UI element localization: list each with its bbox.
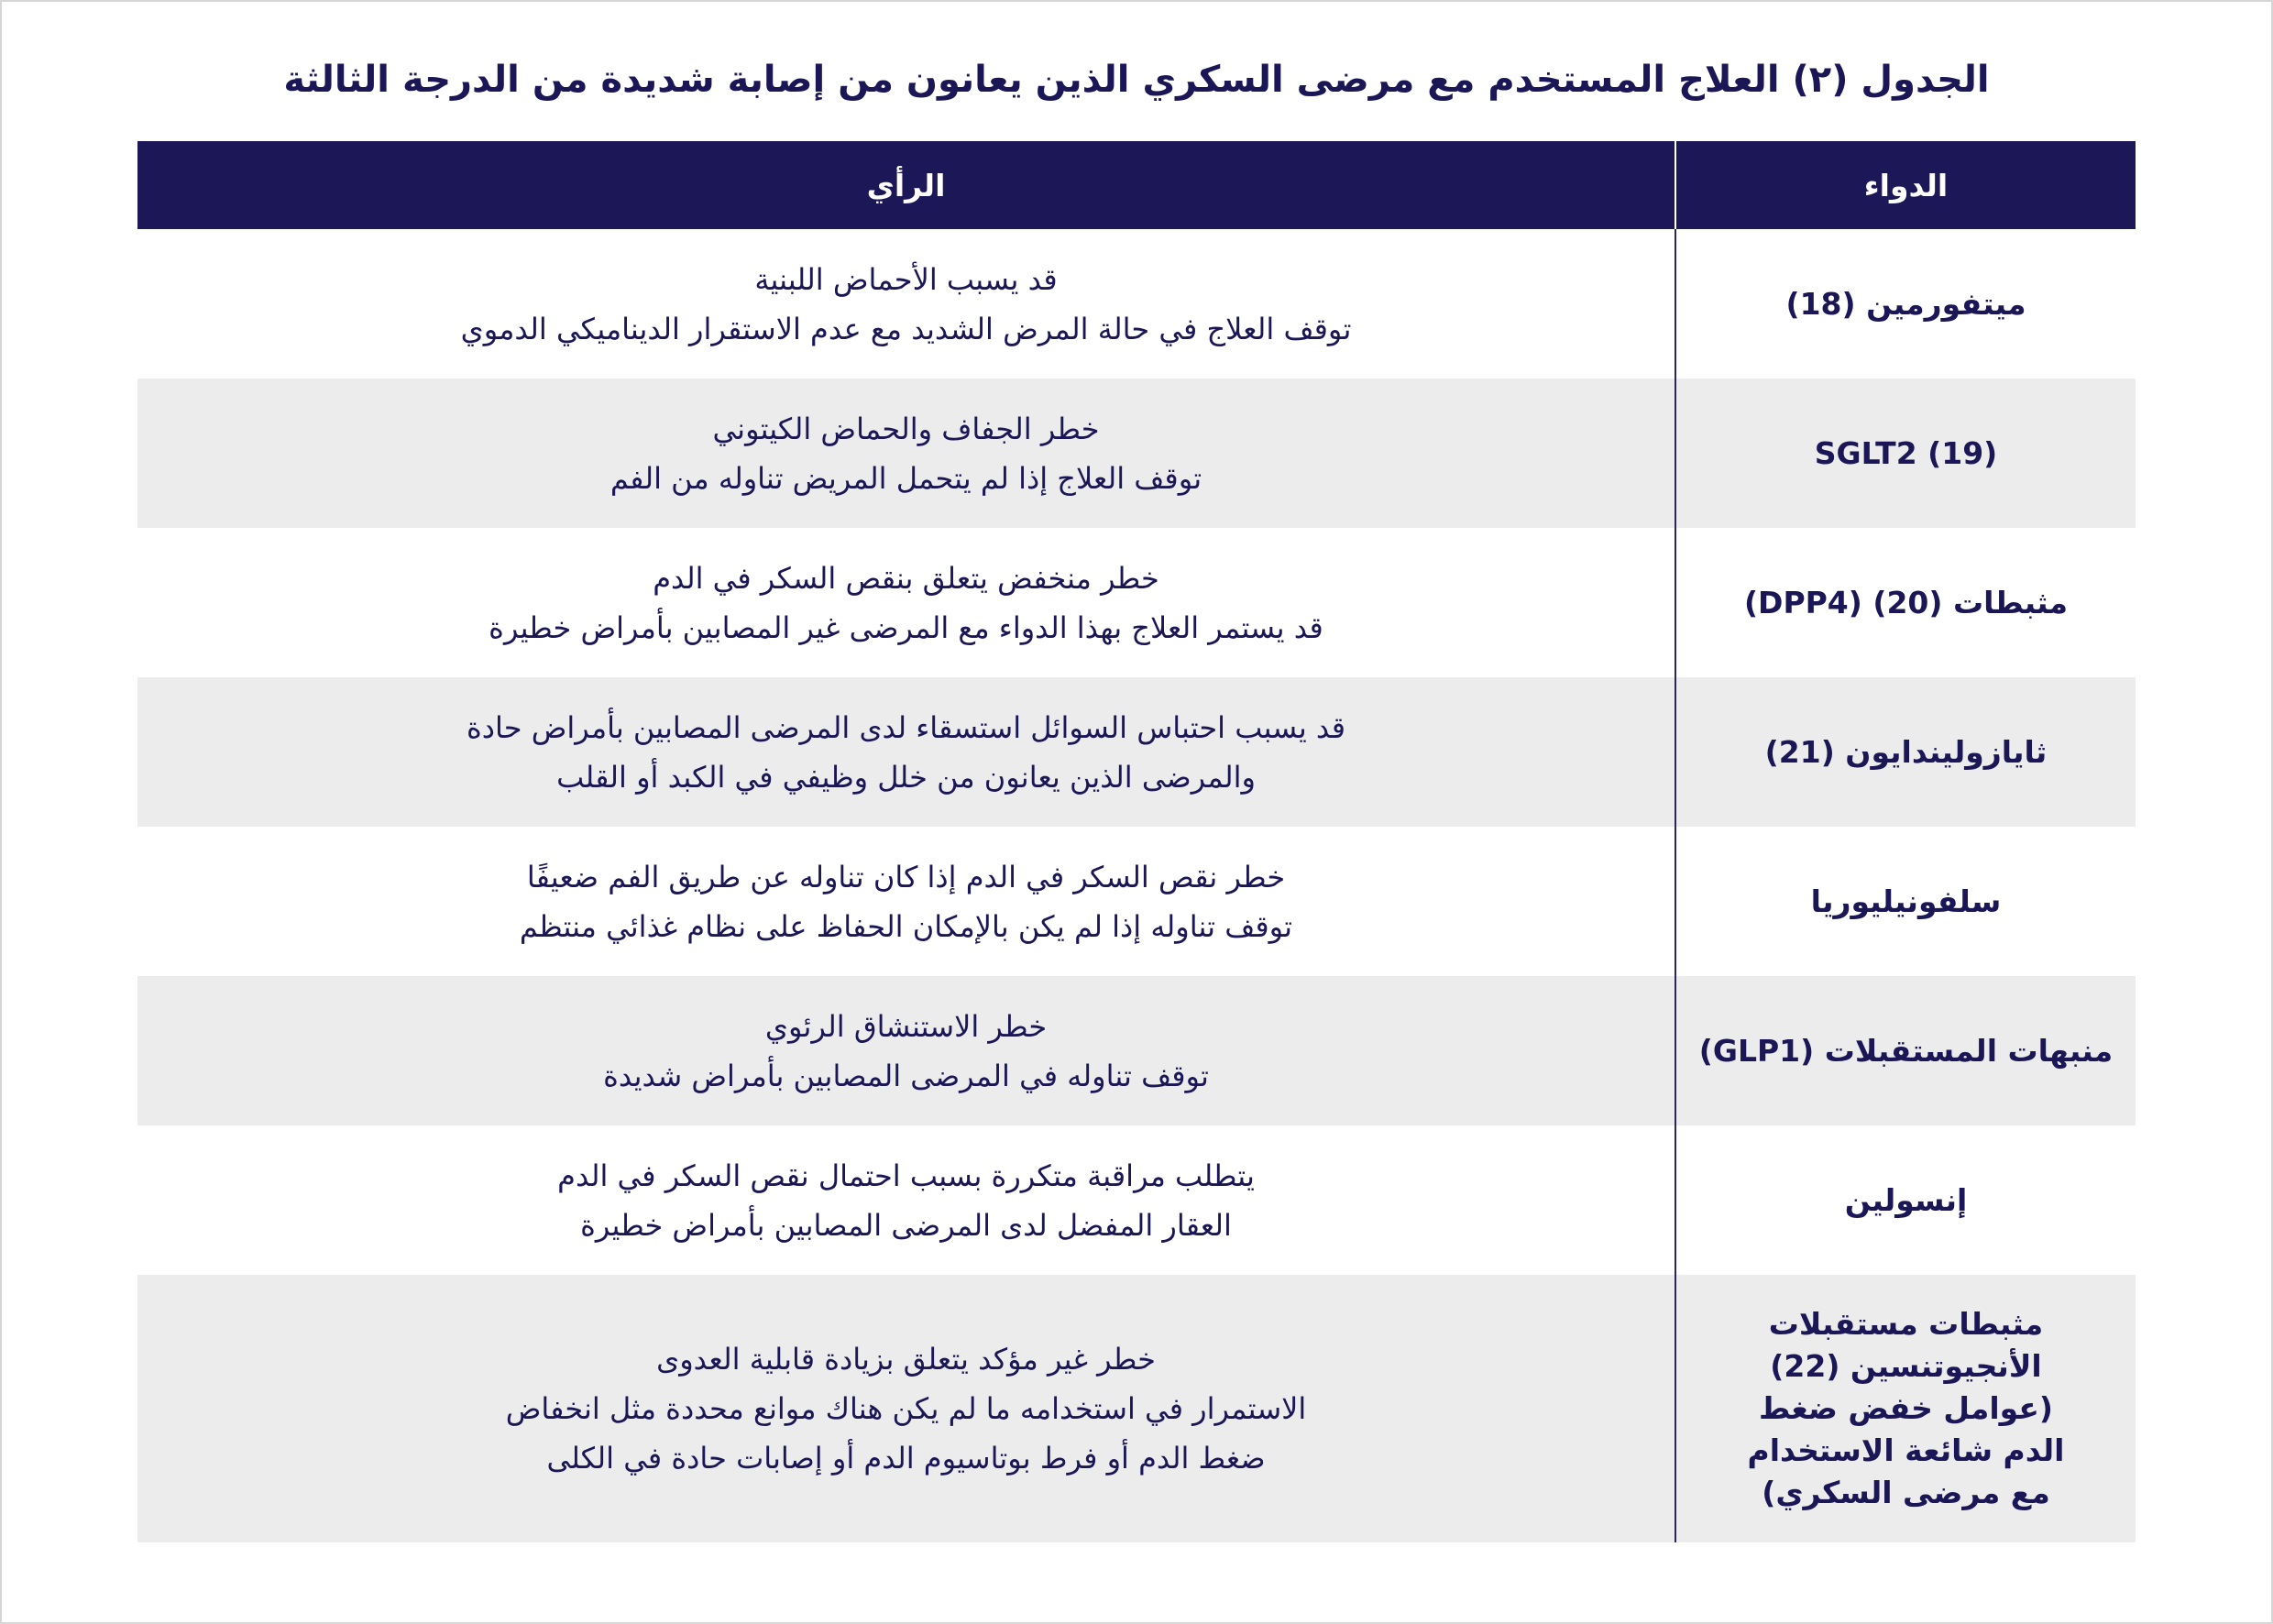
table-row-angiotensin: [137, 1275, 2136, 1542]
table-row-glp1: [137, 976, 2136, 1125]
drug-cell: [1675, 1275, 2136, 1542]
opinion-cell: [137, 379, 1675, 528]
opinion-line: الاستمرار في استخدامه ما لم يكن هناك موانع محددة مثل انخفاض: [505, 1391, 1307, 1426]
opinion-line: خطر الجفاف والحماض الكيتوني: [712, 411, 1100, 446]
opinion-line: والمرضى الذين يعانون من خلل وظيفي في الكبد أو القلب: [556, 759, 1256, 795]
header-row: [137, 141, 2136, 229]
drug-cell: ميتفورمين (18): [1675, 229, 2136, 379]
opinion-line: قد يسبب احتباس السوائل استسقاء لدى المرضى المصابين بأمراض حادة: [467, 709, 1345, 745]
opinion-line: خطر الاستنشاق الرئوي: [764, 1008, 1048, 1044]
drug-cell: منبهات المستقبلات (GLP1): [1675, 976, 2136, 1125]
table-row-thiazolidinedione: [137, 677, 2136, 827]
opinion-line: خطر منخفض يتعلق بنقص السكر في الدم: [653, 560, 1159, 596]
opinion-line: قد يسبب الأحماض اللبنية: [754, 261, 1058, 297]
opinion-cell: [137, 1125, 1675, 1275]
table-row-dpp4: [137, 528, 2136, 677]
drug-line: (عوامل خفض ضغط: [1759, 1390, 2053, 1426]
drug-line: مع مرضى السكري): [1762, 1475, 2050, 1510]
drug-cell: مثبطات (20) (DPP4): [1675, 528, 2136, 677]
opinion-cell: [137, 827, 1675, 976]
opinion-line: خطر نقص السكر في الدم إذا كان تناوله عن طريق الفم ضعيفًا: [526, 859, 1286, 894]
opinion-line: العقار المفضل لدى المرضى المصابين بأمراض خطيرة: [580, 1207, 1232, 1243]
opinion-cell: [137, 229, 1675, 379]
drug-cell: SGLT2 (19): [1675, 379, 2136, 528]
table-row-insulin: [137, 1125, 2136, 1275]
table-row-metformin: [137, 229, 2136, 379]
opinion-line: خطر غير مؤكد يتعلق بزيادة قابلية العدوى: [656, 1342, 1156, 1377]
table-body: [137, 229, 2136, 1542]
opinion-line: ضغط الدم أو فرط بوتاسيوم الدم أو إصابات حادة في الكلى: [546, 1441, 1266, 1476]
opinion-cell: [137, 1275, 1675, 1542]
drug-cell: سلفونيليوريا: [1675, 827, 2136, 976]
drug-line: الأنجيوتنسين (22): [1770, 1348, 2042, 1384]
table-header: [137, 141, 2136, 229]
table-row-sulfonylurea: [137, 827, 2136, 976]
opinion-line: توقف تناوله في المرضى المصابين بأمراض شديدة: [603, 1058, 1209, 1093]
drug-table: [137, 141, 2136, 1542]
opinion-line: توقف العلاج إذا لم يتحمل المريض تناوله من الفم: [609, 460, 1202, 496]
header-drug: الدواء: [1675, 141, 2136, 229]
opinion-cell: [137, 677, 1675, 827]
table-title: الجدول (٢) العلاج المستخدم مع مرضى السكري الذين يعانون من إصابة شديدة من الدرجة الثالثة: [283, 59, 1990, 101]
drug-cell: ثايازوليندايون (21): [1675, 677, 2136, 827]
table-row-sglt2: [137, 379, 2136, 528]
drug-line: مثبطات مستقبلات: [1768, 1306, 2044, 1342]
opinion-line: توقف تناوله إذا لم يكن بالإمكان الحفاظ على نظام غذائي منتظم: [519, 908, 1293, 944]
drug-line: الدم شائعة الاستخدام: [1747, 1432, 2065, 1468]
opinion-cell: [137, 528, 1675, 677]
opinion-cell: [137, 976, 1675, 1125]
opinion-line: يتطلب مراقبة متكررة بسبب احتمال نقص السكر في الدم: [557, 1158, 1255, 1193]
opinion-line: توقف العلاج في حالة المرض الشديد مع عدم الاستقرار الديناميكي الدموي: [460, 311, 1352, 346]
opinion-line: قد يستمر العلاج بهذا الدواء مع المرضى غير المصابين بأمراض خطيرة: [489, 609, 1323, 645]
header-opinion: الرأي: [137, 141, 1675, 229]
drug-cell: إنسولين: [1675, 1125, 2136, 1275]
